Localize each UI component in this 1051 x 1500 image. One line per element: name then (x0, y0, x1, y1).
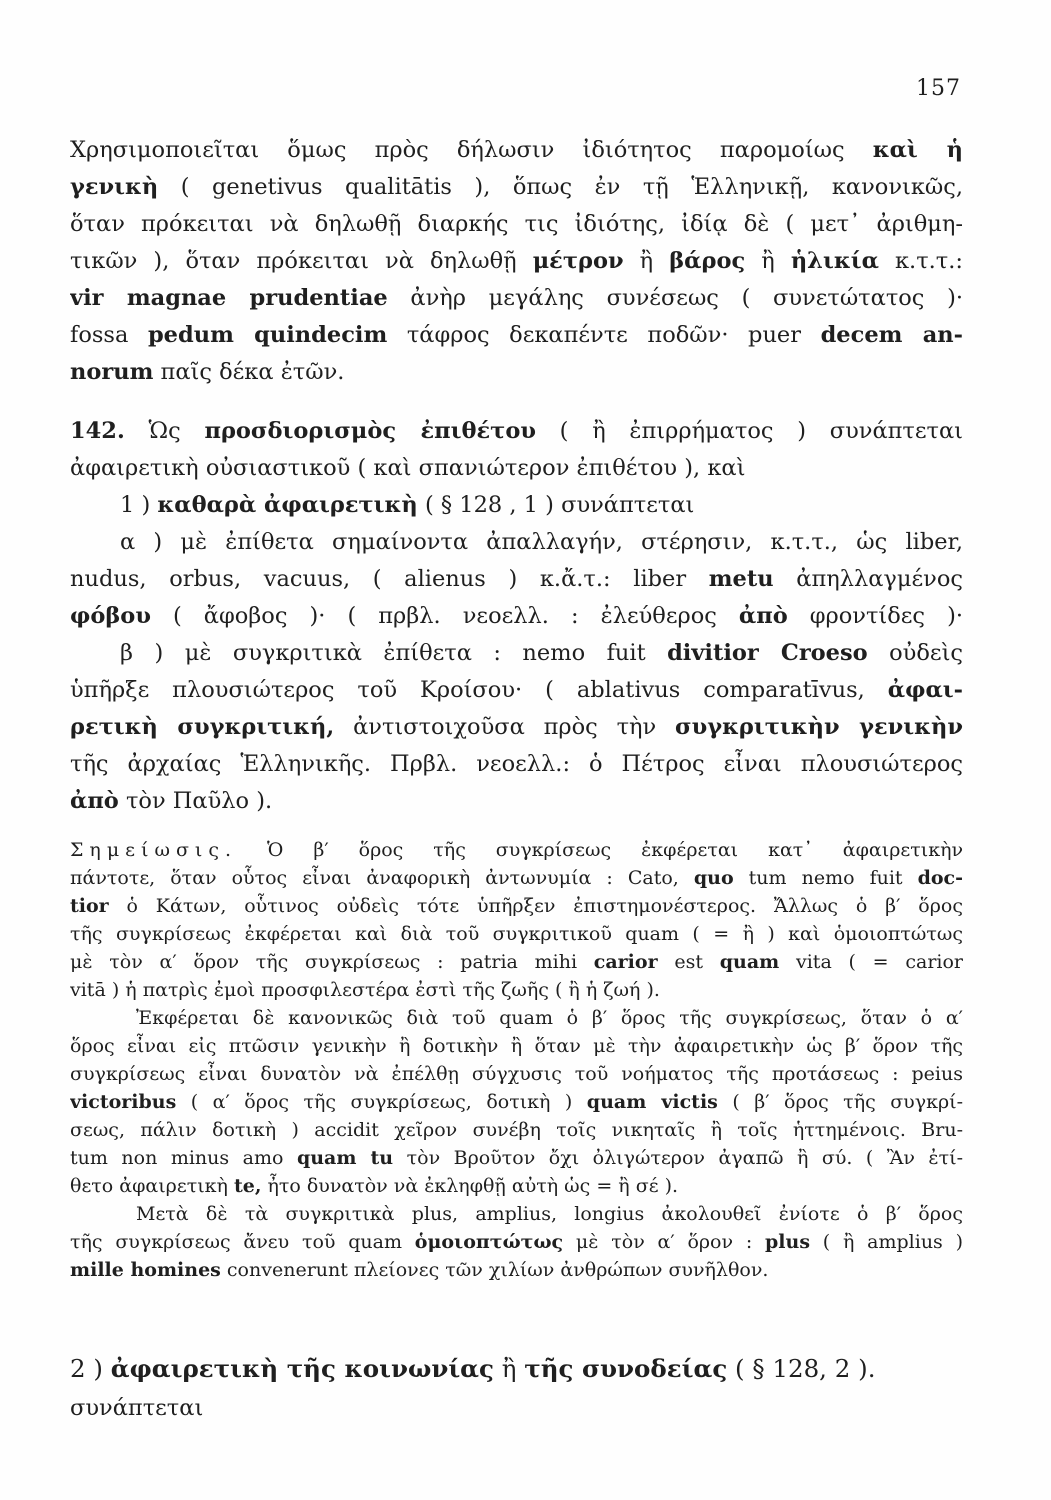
text-run: τῆς συγκρίσεως ἄνευ τοῦ quam (70, 1231, 415, 1253)
text-run: Χρησιμοποιεῖται ὅμως πρὸς δήλωσιν ἰδιότητος παρομοίως (70, 137, 873, 163)
text-run: ἀνὴρ μεγάλης συνέσεως ( συνετώτατος )· (387, 285, 963, 311)
text-run: α ) μὲ ἐπίθετα σημαίνοντα ἀπαλλαγήν, στέρησιν, κ.τ.τ., ὡς liber, (120, 529, 963, 555)
text-run: ( § 128 , 1 ) συνάπτεται (417, 492, 695, 518)
text-run: ( ἢ amplius ) (810, 1231, 963, 1253)
text-line (70, 1172, 963, 1200)
text-run: Ὡς (124, 418, 205, 444)
text-run: ὅταν πρόκειται νὰ δηλωθῇ διαρκής τις ἰδιότης, ἰδίᾳ δὲ ( μετ᾽ ἀριθμη- (70, 211, 963, 237)
text-line (70, 976, 963, 1004)
text-run: fossa (70, 322, 148, 348)
text-line (70, 635, 963, 672)
text-line (70, 864, 963, 892)
bold-text: pedum quindecim (147, 322, 388, 348)
text-run: ἀντιστοιχοῦσα πρὸς τὴν (334, 714, 676, 740)
bold-text: ἀπὸ (738, 603, 788, 629)
text-run: Ἐκφέρεται δὲ κανονικῶς διὰ τοῦ quam ὁ β′ ὅρος τῆς συγκρίσεως, ὅταν ὁ α′ (136, 1007, 963, 1029)
text-run: τῆς ἀρχαίας Ἑλληνικῆς. Πρβλ. νεοελλ.: ὁ Πέτρος εἶναι πλουσιώτερος (70, 751, 963, 777)
text-run: ἦτο δυνατὸν νὰ ἐκληφθῇ αὐτὴ ὡς = ἢ σέ ). (261, 1175, 679, 1197)
bold-text: mille homines (70, 1259, 221, 1281)
text-run: vitā ) ἡ πατρὶς ἐμοὶ προσφιλεστέρα ἐστὶ τῆς ζωῆς ( ἢ ἡ ζωή ). (70, 979, 660, 1001)
text-line (70, 317, 963, 354)
text-line (70, 1004, 963, 1032)
text-line (70, 1348, 963, 1390)
text-run: ἀπηλλαγμένος (773, 566, 963, 592)
text-line (70, 746, 963, 783)
bold-text: ἡλικία (790, 248, 879, 274)
text-line (70, 1200, 963, 1228)
text-line (70, 920, 963, 948)
text-run: τάφρος δεκαπέντε ποδῶν· puer (387, 322, 821, 348)
text-run: τὸν Παῦλο ). (118, 788, 273, 814)
text-line (70, 1032, 963, 1060)
text-run: τῆς συγκρίσεως ἐκφέρεται καὶ διὰ τοῦ συγκριτικοῦ quam ( = ἢ ) καὶ ὁμοιοπτώτως (70, 923, 963, 945)
text-run: συνάπτεται (70, 1395, 204, 1421)
bold-text: quo (693, 867, 734, 889)
text-run: οὐδεὶς (867, 640, 963, 666)
bold-text: te, (233, 1175, 262, 1197)
text-run: est (657, 951, 720, 973)
text-line (70, 709, 963, 746)
page-number: 157 (916, 76, 961, 101)
bold-text: γενικὴ (70, 174, 159, 200)
text-run: ( ἄφοβος )· ( πρβλ. νεοελλ. : ἐλεύθερος (150, 603, 739, 629)
bold-text: ἀφαιρετικὴ τῆς κοινωνίας (110, 1354, 494, 1383)
text-line (70, 561, 963, 598)
spaced-heading: Σημείωσις. (70, 839, 238, 861)
bold-text: ὁμοιοπτώτως (414, 1231, 564, 1253)
text-line (70, 598, 963, 635)
text-run: συγκρίσεως εἶναι δυνατὸν νὰ ἐπέλθῃ σύγχυσις τοῦ νοήματος τῆς προτάσεως : peius (70, 1063, 963, 1085)
bold-text: carior (593, 951, 658, 973)
text-line (70, 280, 963, 317)
bold-text: ρετικὴ συγκριτική, (70, 714, 335, 740)
text-run: ἢ (623, 248, 670, 274)
text-line (70, 243, 963, 280)
text-run: 2 ) (70, 1354, 111, 1383)
text-run: ἢ (745, 248, 791, 274)
text-line (70, 892, 963, 920)
bold-text: καὶ ἡ (872, 137, 963, 163)
text-run: 1 ) (120, 492, 158, 518)
text-run: ὅρος εἶναι εἰς πτῶσιν γενικὴν ἢ δοτικὴν ἢ ὅταν μὲ τὴν ἀφαιρετικὴν ὡς β′ ὅρον τῆς (70, 1035, 963, 1057)
bold-text: quam tu (296, 1147, 394, 1169)
text-run: ὑπῆρξε πλουσιώτερος τοῦ Κροίσου· ( ablativus comparatīvus, (70, 677, 888, 703)
bold-text: τῆς συνοδείας (524, 1354, 728, 1383)
paragraph-genitive-quality (70, 132, 963, 391)
text-run: Ὁ β′ ὅρος τῆς συγκρίσεως ἐκφέρεται κατ᾽ ἀφαιρετικὴν (237, 839, 963, 861)
text-line (70, 1390, 963, 1427)
text-run: vita ( = carior (779, 951, 963, 973)
bold-text: metu (708, 566, 774, 592)
bold-text: προσδιορισμὸς ἐπιθέτου (204, 418, 536, 444)
text-run: φροντίδες )· (787, 603, 963, 629)
text-line (70, 354, 963, 391)
text-line (70, 1060, 963, 1088)
bold-text: μέτρον (532, 248, 624, 274)
note-paragraph (70, 836, 963, 1284)
bold-text: doc- (917, 867, 963, 889)
text-line (70, 206, 963, 243)
bold-text: 142. (70, 418, 125, 444)
text-line (70, 1116, 963, 1144)
bold-text: decem an- (820, 322, 963, 348)
paragraph-ablative-accompaniment (70, 1348, 963, 1427)
text-run: Μετὰ δὲ τὰ συγκριτικὰ plus, amplius, longius ἀκολουθεῖ ἐνίοτε ὁ β′ ὅρος (136, 1203, 963, 1225)
text-run: ὁ Κάτων, οὗτινος οὐδεὶς τότε ὑπῆρξεν ἐπιστημονέστερος. Ἄλλως ὁ β′ ὅρος (108, 895, 963, 917)
text-run: tum nemo fuit (733, 867, 918, 889)
text-run: ἢ (493, 1354, 525, 1383)
text-line (70, 132, 963, 169)
bold-text: quam (719, 951, 780, 973)
bold-text: norum (70, 359, 154, 385)
text-run: nudus, orbus, vacuus, ( alienus ) κ.ἄ.τ.: liber (70, 566, 709, 592)
text-line (70, 487, 963, 524)
text-run: convenerunt πλείονες τῶν χιλίων ἀνθρώπων συνῆλθον. (220, 1259, 769, 1281)
text-line (70, 169, 963, 206)
bold-text: quam victis (586, 1091, 718, 1113)
bold-text: vir magnae prudentiae (70, 285, 388, 311)
text-run: ἀφαιρετικὴ οὐσιαστικοῦ ( καὶ σπανιώτερον ἐπιθέτου ), καὶ (70, 455, 746, 481)
text-run: tum non minus amo (70, 1147, 297, 1169)
text-line (70, 672, 963, 709)
text-run: θετο ἀφαιρετικὴ (70, 1175, 234, 1197)
bold-text: ἀπὸ (70, 788, 119, 814)
text-line (70, 783, 963, 820)
text-run: τὸν Βροῦτον ὄχι ὀλιγώτερον ἀγαπῶ ἢ σύ. ( Ἂν ἐτί- (393, 1147, 963, 1169)
text-line (70, 836, 963, 864)
text-run: ( genetivus qualitātis ), ὅπως ἐν τῇ Ἑλληνικῇ, κανονικῶς, (158, 174, 963, 200)
bold-text: plus (765, 1231, 811, 1253)
text-line (70, 948, 963, 976)
text-run: κ.τ.τ.: (878, 248, 963, 274)
bold-text: φόβου (70, 603, 151, 629)
paragraph-142-ablative (70, 413, 963, 820)
text-run: ( ἢ ἐπιρρήματος ) συνάπτεται (535, 418, 963, 444)
text-line (70, 1256, 963, 1284)
text-run: τικῶν ), ὅταν πρόκειται νὰ δηλωθῇ (70, 248, 533, 274)
text-run: σεως, πάλιν δοτικὴ ) accidit χεῖρον συνέβη τοῖς νικηταῖς ἢ τοῖς ἡττημένοις. Bru- (70, 1119, 963, 1141)
text-run: μὲ τὸν α′ ὅρον τῆς συγκρίσεως : patria mihi (70, 951, 594, 973)
text-run: β ) μὲ συγκριτικὰ ἐπίθετα : nemo fuit (120, 640, 668, 666)
bold-text: tior (70, 895, 109, 917)
bold-text: ἀφαι- (887, 677, 963, 703)
text-line (70, 1228, 963, 1256)
text-run: ( § 128, 2 ). (727, 1354, 876, 1383)
bold-text: victoribus (70, 1091, 177, 1113)
bold-text: καθαρὰ ἀφαιρετικὴ (157, 492, 418, 518)
text-line (70, 1088, 963, 1116)
bold-text: συγκριτικὴν γενικὴν (675, 714, 963, 740)
text-line (70, 413, 963, 450)
text-run: πάντοτε, ὅταν οὗτος εἶναι ἀναφορικὴ ἀντωνυμία : Cato, (70, 867, 694, 889)
text-run: μὲ τὸν α′ ὅρον : (563, 1231, 766, 1253)
text-run: ( β′ ὅρος τῆς συγκρί- (717, 1091, 963, 1113)
text-line (70, 450, 963, 487)
bold-text: divitior Croeso (667, 640, 868, 666)
text-run: παῖς δέκα ἐτῶν. (153, 359, 345, 385)
text-line (70, 524, 963, 561)
text-line (70, 1144, 963, 1172)
bold-text: βάρος (669, 248, 746, 274)
text-run: ( α′ ὅρος τῆς συγκρίσεως, δοτικὴ ) (176, 1091, 587, 1113)
